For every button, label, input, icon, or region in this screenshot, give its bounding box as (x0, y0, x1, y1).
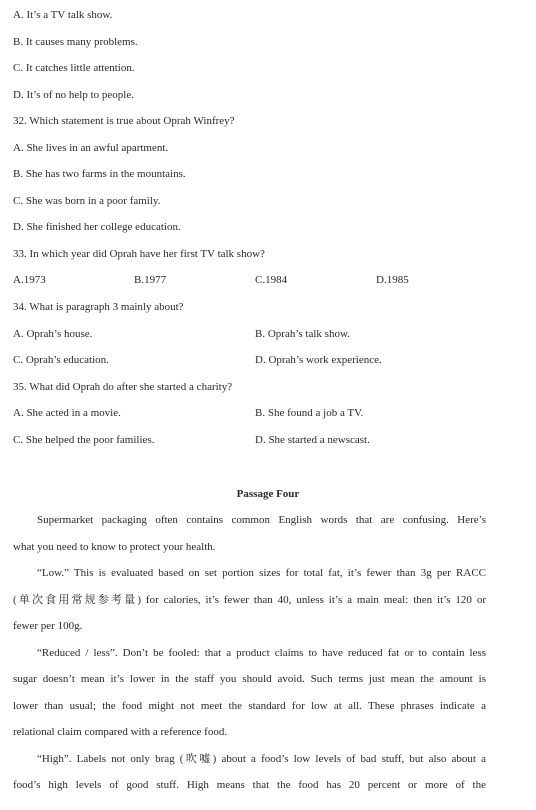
q31-option-b: B. It causes many problems. (13, 36, 138, 48)
q32-question: 32. Which statement is true about Oprah Winfrey? (13, 115, 235, 127)
q31-option-a: A. It’s a TV talk show. (13, 9, 113, 21)
q35-option-b: B. She found a job a TV. (255, 407, 364, 419)
q33-option-a: A.1973 (13, 274, 46, 286)
q33-question: 33. In which year did Oprah have her first TV talk show? (13, 248, 265, 260)
passage-p3-line4: relational claim compared with a reference food. (13, 726, 228, 738)
q35-question: 35. What did Oprah do after she started a charity? (13, 381, 233, 393)
q32-option-d: D. She finished her college education. (13, 221, 181, 233)
passage-p1-line2: what you need to know to protect your health. (13, 541, 216, 553)
q34-option-c: C. Oprah’s education. (13, 354, 109, 366)
q35-option-a: A. She acted in a movie. (13, 407, 121, 419)
passage-p3-line1: “Reduced / less”. Don’t be fooled: that a product claims to have reduced fat or to contain less (37, 647, 486, 659)
passage-p1-line1: Supermarket packaging often contains common English words that are confusing. Here’s (37, 514, 486, 526)
q32-option-c: C. She was born in a poor family. (13, 195, 161, 207)
q32-option-a: A. She lives in an awful apartment. (13, 142, 169, 154)
q33-option-b: B.1977 (134, 274, 167, 286)
passage-p2-line2: (单次食用常规参考量) for calories, it’s fewer than 40, unless it’s a main meal: then it’s 120 or (13, 594, 486, 606)
q33-option-d: D.1985 (376, 274, 409, 286)
passage-p3-line2: sugar doesn’t mean it’s lower in the staff you should avoid. Such terms just mean the amount is (13, 673, 486, 685)
q31-option-d: D. It’s of no help to people. (13, 89, 134, 101)
q32-option-b: B. She has two farms in the mountains. (13, 168, 186, 180)
q33-option-c: C.1984 (255, 274, 288, 286)
passage-p3-line3: lower than usual; the food might not meet the standard for low at all. These phrases indicate a (13, 700, 486, 712)
passage-p2-line1: “Low.” This is evaluated based on set portion sizes for total fat, it’s fewer than 3g per RACC (37, 567, 486, 579)
q35-option-c: C. She helped the poor families. (13, 434, 155, 446)
q35-option-d: D. She started a newscast. (255, 434, 370, 446)
passage-p4-line2: food’s high levels of good stuff. High means that the food has 20 percent or more of the (13, 779, 486, 791)
q31-option-c: C. It catches little attention. (13, 62, 135, 74)
q34-question: 34. What is paragraph 3 mainly about? (13, 301, 184, 313)
passage-title: Passage Four (236, 488, 300, 500)
passage-p4-line1: “High”. Labels not only brag (吹嘘) about a food’s low levels of bad stuff, but also about a (37, 753, 486, 765)
passage-p2-line3: fewer per 100g. (13, 620, 83, 632)
q34-option-b: B. Oprah’s talk show. (255, 328, 350, 340)
q34-option-d: D. Oprah’s work experience. (255, 354, 382, 366)
q34-option-a: A. Oprah’s house. (13, 328, 93, 340)
